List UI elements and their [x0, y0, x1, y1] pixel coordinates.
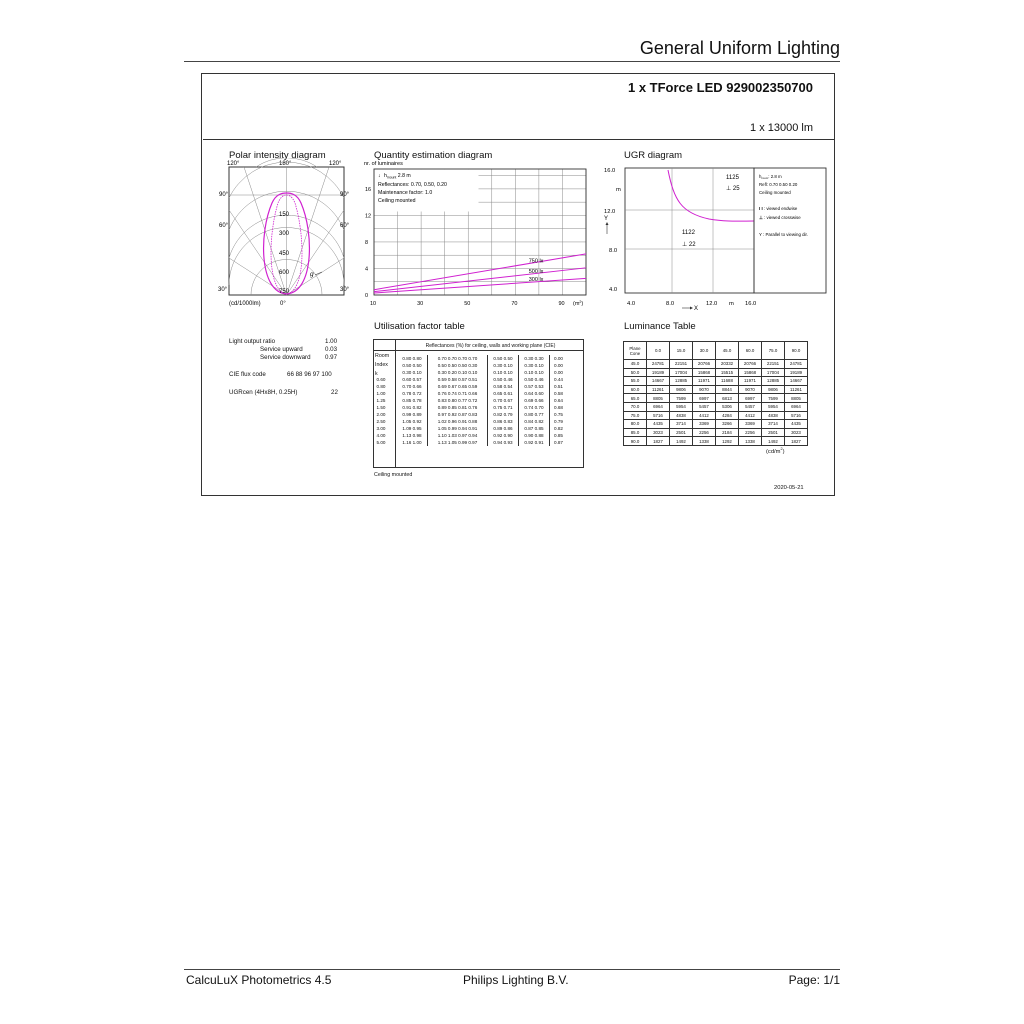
document-date: 2020-05-21 [774, 485, 804, 491]
quantity-info-mf: Maintenance factor: 1.0 [378, 190, 433, 196]
quantity-title: Quantity estimation diagram [374, 150, 493, 161]
utilisation-cell: 0.51 [554, 384, 563, 389]
spec-ugr-label: UGRcen (4Hx8H, 0.25H) [229, 389, 298, 396]
quantity-xtick: 90 [558, 301, 565, 307]
spec-down-value: 0.97 [325, 354, 338, 361]
luminance-plane-header: 15.0 [670, 342, 693, 360]
utilisation-cell: 0.89 0.85 0.81 0.76 [428, 404, 488, 411]
ugr-ytick-12: 12.0 [604, 209, 616, 215]
utilisation-cell: 0.83 0.80 0.77 0.72 [428, 397, 488, 404]
quantity-ytick: 12 [365, 213, 372, 220]
header-rule [184, 61, 840, 62]
utilisation-row [375, 383, 567, 390]
luminance-cell: 24781 [647, 360, 670, 369]
luminance-cell: 3369 [739, 420, 762, 429]
luminance-cone-cell: 75.0 [624, 411, 647, 420]
polar-angle-90-right: 90° [340, 192, 350, 198]
utilisation-cell: 0.60 0.57 [397, 376, 428, 383]
polar-ring-600: 600 [279, 270, 290, 276]
luminance-cell: 2256 [739, 428, 762, 437]
document-title: General Uniform Lighting [639, 38, 840, 58]
luminance-cell: 14667 [647, 377, 670, 386]
luminance-cone-cell: 65.0 [624, 394, 647, 403]
luminance-plane-header: 30.0 [693, 342, 716, 360]
utilisation-cell: 0.74 0.70 [519, 404, 550, 411]
utilisation-cell: 1.16 1.00 [397, 439, 428, 446]
quantity-series-label: 500 lx [528, 269, 544, 276]
utilisation-cell: 0.70 0.67 [488, 397, 519, 404]
utilisation-cell: 0.00 [554, 356, 563, 361]
luminance-row [624, 411, 808, 420]
luminance-cell: 6964 [647, 402, 670, 411]
polar-unit: (cd/1000lm) [229, 301, 261, 307]
utilisation-cell: 1.00 [376, 391, 386, 396]
luminance-cone-cell: 90.0 [624, 437, 647, 446]
luminance-cell: 2184 [716, 428, 739, 437]
utilisation-cell: 0.65 0.61 [488, 390, 519, 397]
luminance-cell: 4838 [762, 411, 785, 420]
luminance-plane-header: 60.0 [739, 342, 762, 360]
luminance-cell: 14667 [785, 377, 808, 386]
utilisation-row [375, 397, 567, 404]
utilisation-cell: 0.82 [554, 426, 563, 431]
utilisation-cell: 0.80 [376, 384, 386, 389]
utilisation-room-label: Room Index k [375, 353, 390, 377]
ugr-legend-h: $h_{room}$: 2.8 m [759, 174, 782, 181]
utilisation-cell: 0.75 [554, 412, 563, 417]
utilisation-cell [375, 362, 397, 369]
utilisation-refl-row [375, 369, 567, 376]
ugr-val2a: 1122 [682, 230, 695, 236]
utilisation-cell: 1.05 0.99 0.94 0.91 [428, 425, 488, 432]
utilisation-cell: 0.84 0.82 [519, 418, 550, 425]
luminance-cell: 4838 [670, 411, 693, 420]
utilisation-cell [375, 369, 397, 376]
utilisation-row [375, 418, 567, 425]
luminance-cell: 7599 [762, 394, 785, 403]
luminance-cone-cell: 55.0 [624, 377, 647, 386]
utilisation-cell: 0.50 0.50 [488, 355, 519, 362]
utilisation-cell: 5.00 [376, 440, 386, 445]
luminance-cell: 19189 [647, 368, 670, 377]
polar-ring-150: 150 [279, 212, 290, 218]
utilisation-cell: 0.10 0.10 [488, 369, 519, 376]
luminance-cell: 4435 [785, 420, 808, 429]
luminance-cell: 3023 [647, 428, 670, 437]
ugr-legend-refl: Refl: 0.70 0.50 0.20 [759, 182, 798, 187]
quantity-series [374, 254, 586, 293]
luminance-grid [623, 341, 808, 446]
quantity-info-mount: Ceiling mounted [378, 198, 416, 204]
utilisation-cell: 1.13 0.98 [397, 432, 428, 439]
quantity-series-label: 750 lx [528, 258, 544, 265]
luminance-cone-cell: 45.0 [624, 360, 647, 369]
utilisation-cell: 0.86 0.83 [488, 418, 519, 425]
quantity-ytick: 8 [365, 239, 369, 246]
ugr-ytick-16: 16.0 [604, 168, 616, 174]
utilisation-cell: 0.82 0.79 [488, 411, 519, 418]
polar-title: Polar intensity diagram [229, 150, 326, 161]
luminance-cell: 3023 [785, 428, 808, 437]
utilisation-cell: 0.30 0.10 [519, 362, 550, 369]
luminance-cell: 15515 [716, 368, 739, 377]
luminance-unit: $(cd/m^2)$ [766, 447, 785, 455]
utilisation-cell: 0.00 [554, 363, 563, 368]
luminance-cell: 9806 [762, 385, 785, 394]
quantity-info-refl: Reflectances: 0.70, 0.50, 0.20 [378, 182, 447, 188]
luminance-cell: 2501 [670, 428, 693, 437]
ugr-legend-mount: Ceiling mounted [759, 190, 791, 195]
utilisation-cell: 0.85 0.78 [397, 397, 428, 404]
luminance-cell: 11971 [693, 377, 716, 386]
luminance-cell: 17004 [670, 368, 693, 377]
luminance-row [624, 428, 808, 437]
footer-rule [184, 969, 840, 970]
luminance-row [624, 385, 808, 394]
luminance-cell: 6997 [739, 394, 762, 403]
luminance-cell: 19189 [785, 368, 808, 377]
quantity-xunit: $(m^2)$ [573, 300, 584, 307]
utilisation-cell: 0.58 [554, 391, 563, 396]
polar-ring-300: 300 [279, 231, 290, 237]
luminance-cell: 9070 [693, 385, 716, 394]
luminance-cell: 2256 [693, 428, 716, 437]
luminance-cell: 5457 [693, 402, 716, 411]
polar-angle-30-right: 30° [340, 287, 350, 293]
luminance-row [624, 437, 808, 446]
luminance-cell: 5306 [716, 402, 739, 411]
luminance-cell: 20332 [716, 360, 739, 369]
luminance-cell: 8844 [716, 385, 739, 394]
footer-software: CalcuLuX Photometrics 4.5 [186, 973, 332, 987]
ugr-title: UGR diagram [624, 150, 683, 161]
luminance-cell: 11261 [647, 385, 670, 394]
spec-down-label: Service downward [260, 354, 311, 361]
luminance-cell: 1492 [762, 437, 785, 446]
utilisation-title: Utilisation factor table [374, 321, 465, 332]
utilisation-grid [375, 355, 567, 446]
utilisation-cell: 0.57 0.53 [519, 383, 550, 390]
utilisation-cell: 0.30 0.10 [397, 369, 428, 376]
utilisation-cell: 0.97 0.92 0.87 0.83 [428, 411, 488, 418]
ugr-legend-crosswise: ⊥ : viewed crosswise [759, 215, 801, 220]
ugr-val1a: 1125 [726, 175, 739, 181]
polar-angle-120-left: 120° [227, 161, 240, 167]
quantity-xtick: 30 [417, 301, 424, 307]
utilisation-cell: 0.75 0.71 [488, 404, 519, 411]
utilisation-cell: 1.50 [376, 405, 386, 410]
utilisation-cell: 0.68 [554, 405, 563, 410]
polar-angle-120-right: 120° [329, 161, 342, 167]
utilisation-cell: 0.30 0.30 [519, 355, 550, 362]
luminance-cell: 5954 [670, 402, 693, 411]
quantity-ytick: 0 [365, 293, 369, 299]
spec-lor-label: Light output ratio [229, 338, 276, 345]
luminance-cell: 20766 [693, 360, 716, 369]
ugr-diagram [596, 160, 831, 310]
quantity-info-h: $h_{mount}$ 2.8 m [384, 173, 411, 180]
luminance-cell: 8805 [647, 394, 670, 403]
utilisation-cell: 0.30 0.10 [488, 362, 519, 369]
luminance-cell: 22151 [670, 360, 693, 369]
utilisation-row [375, 432, 567, 439]
utilisation-cell: 3.00 [376, 426, 386, 431]
utilisation-row [375, 376, 567, 383]
ugr-xaxis: X [694, 306, 699, 310]
spec-cie-value: 66 88 96 97 100 [287, 371, 332, 378]
luminance-cell: 5954 [762, 402, 785, 411]
utilisation-cell: 4.00 [376, 433, 386, 438]
utilisation-cell: 0.50 0.50 0.50 0.30 [428, 362, 488, 369]
luminance-row [624, 360, 808, 369]
utilisation-cell: 0.79 [554, 419, 563, 424]
luminance-cone-cell: 50.0 [624, 368, 647, 377]
luminous-flux: 1 x 13000 lm [750, 122, 813, 134]
luminance-cone-cell: 80.0 [624, 420, 647, 429]
spec-ugr-value: 22 [331, 389, 338, 396]
spec-up-value: 0.03 [325, 346, 338, 353]
polar-ring-450: 450 [279, 251, 290, 257]
utilisation-cell: 0.76 0.74 0.71 0.66 [428, 390, 488, 397]
luminance-cell: 20766 [739, 360, 762, 369]
luminance-cell: 3714 [670, 420, 693, 429]
luminance-cell: 1492 [670, 437, 693, 446]
luminance-plane-header: 45.0 [716, 342, 739, 360]
luminance-cone-cell: 60.0 [624, 385, 647, 394]
utilisation-cell: 0.99 0.89 [397, 411, 428, 418]
utilisation-cell: 0.70 0.70 0.70 0.70 [428, 355, 488, 362]
luminance-cell: 1338 [693, 437, 716, 446]
utilisation-cell: 0.87 0.85 [519, 425, 550, 432]
utilisation-header: Reflectances (%) for ceiling, walls and working plane (CIE) [425, 343, 556, 349]
luminance-cell: 12885 [762, 377, 785, 386]
luminance-plane-header: 75.0 [762, 342, 785, 360]
luminance-table [623, 341, 808, 446]
quantity-diagram [360, 158, 592, 312]
luminance-row [624, 394, 808, 403]
utilisation-cell: 0.92 0.91 [519, 439, 550, 446]
luminance-cell: 22151 [762, 360, 785, 369]
luminance-cell: 11971 [739, 377, 762, 386]
luminance-cone-cell: 70.0 [624, 402, 647, 411]
luminance-cell: 4435 [647, 420, 670, 429]
polar-angle-0: 0° [280, 301, 286, 307]
utilisation-cell: 1.02 0.96 0.91 0.88 [428, 418, 488, 425]
luminance-cell: 24781 [785, 360, 808, 369]
spec-lor-value: 1.00 [325, 338, 338, 345]
utilisation-cell: 2.50 [376, 419, 386, 424]
ugr-ytick-4: 4.0 [609, 287, 618, 293]
luminance-cell: 1827 [647, 437, 670, 446]
utilisation-cell: 0.91 0.82 [397, 404, 428, 411]
ugr-ytick-m: m [616, 187, 621, 193]
ugr-curve [668, 170, 754, 221]
ugr-xtick-12: 12.0 [706, 301, 718, 307]
utilisation-cell: 0.50 0.50 [397, 362, 428, 369]
utilisation-cell: 0.90 0.88 [519, 432, 550, 439]
ugr-xtick-8: 8.0 [666, 301, 675, 307]
utilisation-cell: 0.92 0.90 [488, 432, 519, 439]
utilisation-refl-row [375, 362, 567, 369]
utilisation-cell: 0.10 0.10 [519, 369, 550, 376]
spec-up-label: Service upward [260, 346, 303, 353]
utilisation-cell: 1.05 0.92 [397, 418, 428, 425]
luminance-cell: 5716 [785, 411, 808, 420]
utilisation-cell: 1.13 1.05 0.99 0.97 [428, 439, 488, 446]
utilisation-cell: 0.00 [554, 370, 563, 375]
luminance-cell: 4412 [693, 411, 716, 420]
luminance-cell: 5457 [739, 402, 762, 411]
utilisation-cell: 0.59 0.58 0.57 0.51 [428, 376, 488, 383]
luminance-cone-cell: 85.0 [624, 428, 647, 437]
ugr-xtick-16: 16.0 [745, 301, 757, 307]
spec-cie-label: CIE flux code [229, 371, 266, 378]
utilisation-cell: 0.80 0.80 [397, 355, 428, 362]
luminance-cell: 3714 [762, 420, 785, 429]
utilisation-cell: 0.85 [554, 433, 563, 438]
luminance-cell: 12885 [670, 377, 693, 386]
luminance-plane-header: 90.0 [785, 342, 808, 360]
utilisation-cell [375, 355, 397, 362]
polar-angle-60-right: 60° [340, 223, 350, 229]
utilisation-cell: 0.50 0.46 [488, 376, 519, 383]
utilisation-cell: 1.25 [376, 398, 386, 403]
luminance-cell: 7599 [670, 394, 693, 403]
utilisation-cell: 0.69 0.66 [519, 397, 550, 404]
luminance-cell: 4284 [716, 411, 739, 420]
luminance-cell: 3266 [716, 420, 739, 429]
luminance-cell: 6997 [693, 394, 716, 403]
footer-company: Philips Lighting B.V. [463, 973, 569, 987]
polar-diagram [216, 158, 356, 308]
luminance-cell: 9070 [739, 385, 762, 394]
utilisation-row [375, 411, 567, 418]
luminance-cell: 3369 [693, 420, 716, 429]
luminance-cell: 11688 [716, 377, 739, 386]
utilisation-cell: 0.60 [376, 377, 386, 382]
utilisation-cell: 1.09 0.95 [397, 425, 428, 432]
utilisation-cell: 0.94 0.93 [488, 439, 519, 446]
ugr-val2b: ⊥ 22 [682, 242, 696, 248]
utilisation-cell: 0.87 [554, 440, 563, 445]
luminance-cell: 11261 [785, 385, 808, 394]
luminance-title: Luminance Table [624, 321, 696, 332]
luminance-cell: 15868 [693, 368, 716, 377]
luminance-cell: 5716 [647, 411, 670, 420]
luminance-cell: 6813 [716, 394, 739, 403]
frame-divider [203, 139, 834, 140]
ugr-yaxis: Y [604, 216, 609, 222]
quantity-xtick: 50 [464, 301, 471, 307]
quantity-series-line [374, 278, 586, 293]
utilisation-row [375, 425, 567, 432]
utilisation-refl-row [375, 355, 567, 362]
utilisation-cell: 0.89 0.86 [488, 425, 519, 432]
utilisation-cell: 0.50 0.46 [519, 376, 550, 383]
product-name: 1 x TForce LED 929002350700 [627, 80, 813, 95]
utilisation-footnote: Ceiling mounted [374, 472, 413, 478]
luminance-cell: 4412 [739, 411, 762, 420]
quantity-xtick: 10 [370, 301, 377, 307]
ugr-xtick-4: 4.0 [627, 301, 636, 307]
utilisation-cell: 0.70 0.66 [397, 383, 428, 390]
luminance-row [624, 377, 808, 386]
luminance-row [624, 368, 808, 377]
luminance-cell: 15868 [739, 368, 762, 377]
luminance-plane-cone-header: Plane Cone [624, 342, 647, 360]
utilisation-cell: 0.64 0.60 [519, 390, 550, 397]
quantity-ytick: 16 [365, 186, 372, 193]
luminance-cell: 1292 [716, 437, 739, 446]
luminance-cell: 2501 [762, 428, 785, 437]
quantity-ylabel: nr. of luminaires [364, 161, 403, 167]
utilisation-row [375, 404, 567, 411]
polar-beta-label: g [310, 271, 314, 278]
luminance-cell: 1338 [739, 437, 762, 446]
quantity-ytick: 4 [365, 266, 369, 273]
luminance-row [624, 402, 808, 411]
utilisation-row [375, 390, 567, 397]
utilisation-cell: 0.78 0.72 [397, 390, 428, 397]
polar-angle-180: 180° [279, 161, 292, 167]
utilisation-table [375, 355, 585, 446]
utilisation-cell: 2.00 [376, 412, 386, 417]
footer-page: Page: 1/1 [788, 973, 840, 987]
quantity-info-arrow: ↓ [378, 173, 381, 179]
utilisation-cell: 0.69 0.67 0.65 0.59 [428, 383, 488, 390]
luminance-header-row [624, 342, 808, 360]
ugr-val1b: ⊥ 25 [726, 186, 740, 192]
luminance-cell: 9806 [670, 385, 693, 394]
utilisation-cell: 0.30 0.20 0.10 0.10 [428, 369, 488, 376]
utilisation-cell: 0.58 0.54 [488, 383, 519, 390]
luminance-plane-header: 0.0 [647, 342, 670, 360]
polar-angle-90-left: 90° [219, 192, 229, 198]
utilisation-cell: 1.10 1.03 0.97 0.94 [428, 432, 488, 439]
ugr-legend-endwise: I I : viewed endwise [759, 206, 798, 211]
polar-ring-750: 750 [279, 289, 290, 295]
polar-angle-30-left: 30° [218, 287, 228, 293]
luminance-cell: 6964 [785, 402, 808, 411]
utilisation-cell: 0.44 [554, 377, 563, 382]
quantity-xtick: 70 [511, 301, 518, 307]
luminance-cell: 1827 [785, 437, 808, 446]
luminance-cell: 8805 [785, 394, 808, 403]
luminance-row [624, 420, 808, 429]
utilisation-cell: 0.64 [554, 398, 563, 403]
luminance-cell: 17004 [762, 368, 785, 377]
ugr-legend-parallel: Y : Parallel to viewing dir. [759, 232, 808, 237]
polar-angle-60-left: 60° [219, 223, 229, 229]
ugr-xtick-m: m [729, 301, 734, 307]
utilisation-row [375, 439, 567, 446]
quantity-series-label: 300 lx [528, 277, 544, 284]
ugr-ytick-8: 8.0 [609, 248, 618, 254]
utilisation-cell: 0.80 0.77 [519, 411, 550, 418]
